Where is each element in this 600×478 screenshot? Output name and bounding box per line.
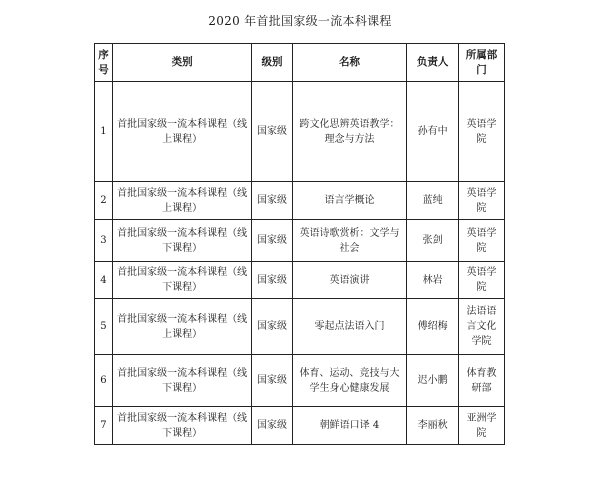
cell-dept: 英语学院 [458,262,504,299]
cell-name: 跨文化思辨英语教学：理念与方法 [292,82,407,182]
course-table [94,43,505,445]
table-row [95,182,505,220]
cell-dept: 亚洲学院 [458,407,504,445]
cell-level: 国家级 [252,299,292,355]
document-title: 2020 年首批国家级一流本科课程 [208,14,392,28]
cell-level: 国家级 [252,407,292,445]
table-row [95,82,505,182]
cell-dept: 英语学院 [458,182,504,220]
cell-no: 1 [95,82,113,182]
header-leader: 负责人 [407,44,459,82]
table-row [95,262,505,299]
cell-name: 语言学概论 [292,182,407,220]
cell-leader: 张剑 [407,220,459,262]
cell-leader: 林岩 [407,262,459,299]
table-row [95,299,505,355]
cell-leader: 傅绍梅 [407,299,459,355]
cell-dept: 体育教研部 [458,355,504,407]
cell-level: 国家级 [252,182,292,220]
cell-level: 国家级 [252,82,292,182]
cell-leader: 孙有中 [407,82,459,182]
cell-dept: 法语语言文化学院 [458,299,504,355]
cell-leader: 李丽秋 [407,407,459,445]
cell-no: 7 [95,407,113,445]
cell-category: 首批国家级一流本科课程（线下课程） [112,220,251,262]
cell-name: 零起点法语入门 [292,299,407,355]
cell-no: 4 [95,262,113,299]
cell-leader: 蓝纯 [407,182,459,220]
cell-level: 国家级 [252,220,292,262]
cell-category: 首批国家级一流本科课程（线上课程） [112,82,251,182]
table-row [95,407,505,445]
cell-no: 6 [95,355,113,407]
header-no: 序号 [95,44,113,82]
header-category: 类别 [112,44,251,82]
cell-category: 首批国家级一流本科课程（线上课程） [112,299,251,355]
cell-name: 体育、运动、竞技与大学生身心健康发展 [292,355,407,407]
cell-no: 2 [95,182,113,220]
cell-no: 5 [95,299,113,355]
cell-category: 首批国家级一流本科课程（线下课程） [112,407,251,445]
header-dept: 所属部门 [458,44,504,82]
table-row [95,220,505,262]
cell-no: 3 [95,220,113,262]
cell-name: 朝鲜语口译 4 [292,407,407,445]
header-level: 级别 [252,44,292,82]
cell-dept: 英语学院 [458,220,504,262]
cell-level: 国家级 [252,262,292,299]
cell-category: 首批国家级一流本科课程（线上课程） [112,182,251,220]
cell-level: 国家级 [252,355,292,407]
cell-name: 英语诗歌赏析：文学与社会 [292,220,407,262]
cell-category: 首批国家级一流本科课程（线下课程） [112,262,251,299]
table-header-row [95,44,505,82]
cell-name: 英语演讲 [292,262,407,299]
cell-dept: 英语学院 [458,82,504,182]
cell-category: 首批国家级一流本科课程（线下课程） [112,355,251,407]
table-row [95,355,505,407]
cell-leader: 迟小鹏 [407,355,459,407]
header-name: 名称 [292,44,407,82]
